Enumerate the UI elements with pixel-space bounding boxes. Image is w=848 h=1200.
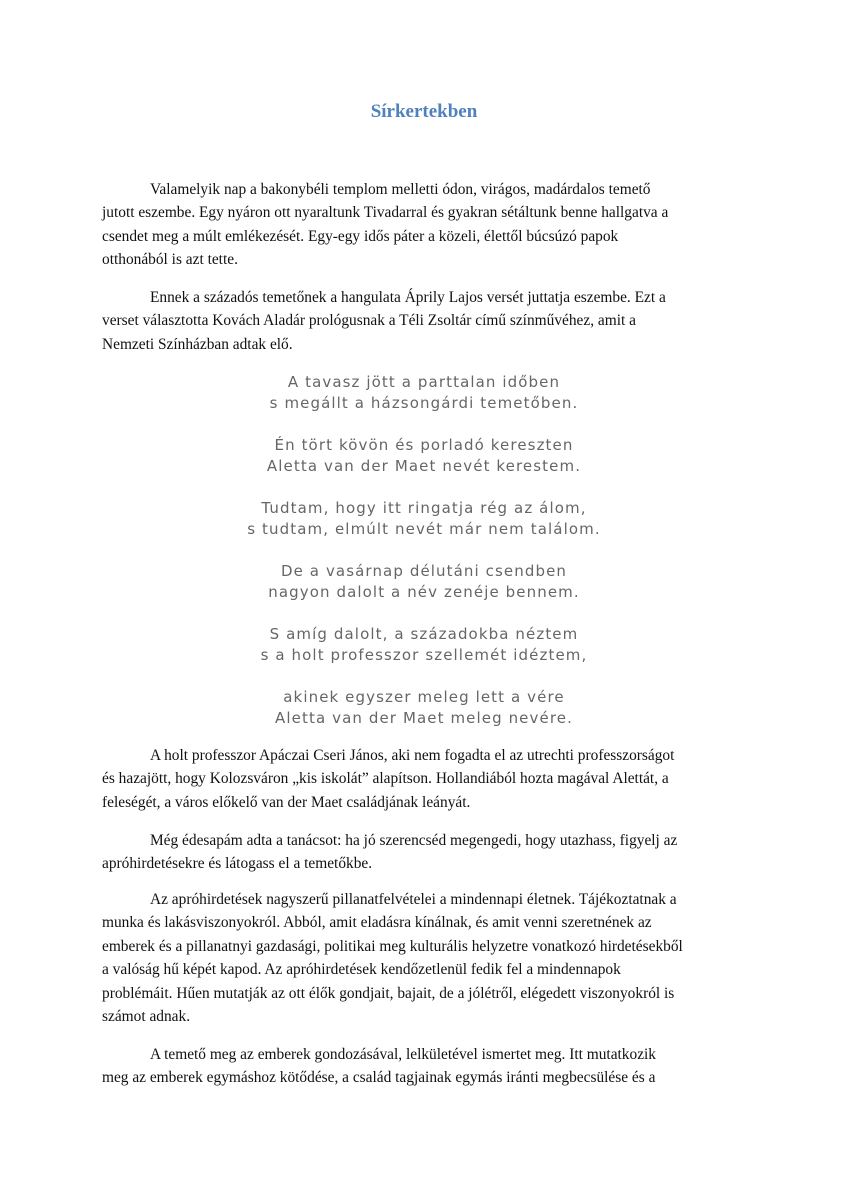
- poem-stanza: [0, 624, 848, 666]
- poem-line: A tavasz jött a parttalan időben: [287, 373, 561, 391]
- paragraph-line: Nemzeti Színházban adtak elő.: [102, 335, 293, 353]
- paragraph-1: [102, 178, 754, 272]
- paragraph-line: a valóság hű képét kapod. Az apróhirdetések kendőzetlenül fedik fel a mindennapok: [102, 961, 621, 979]
- paragraph-3: [102, 744, 754, 814]
- poem-stanza: [0, 561, 848, 603]
- poem-line: nagyon dalolt a név zenéje bennem.: [268, 583, 580, 601]
- paragraph-2: [102, 286, 754, 356]
- paragraph-line: csendet meg a múlt emlékezését. Egy-egy idős páter a közeli, élettől búcsúzó papok: [102, 227, 619, 245]
- poem-line: akinek egyszer meleg lett a vére: [283, 688, 565, 706]
- poem: [0, 372, 848, 750]
- paragraph-line: apróhirdetésekre és látogass el a temetőkbe.: [102, 855, 373, 873]
- paragraph-line: jutott eszembe. Egy nyáron ott nyaraltunk Tivadarral és gyakran sétáltunk benne hallgatva a: [102, 204, 669, 222]
- paragraph-line: feleségét, a város előkelő van der Maet családjának leányát.: [102, 793, 471, 811]
- poem-stanza: [0, 372, 848, 414]
- poem-line: s tudtam, elmúlt nevét már nem találom.: [247, 520, 601, 538]
- poem-stanza: [0, 687, 848, 729]
- paragraph-line: A temető meg az emberek gondozásával, lelkületével ismertet meg. Itt mutatkozik: [150, 1046, 657, 1063]
- paragraph-line: munka és lakásviszonyokról. Abból, amit eladásra kínálnak, és amit venni szeretnének az: [102, 914, 652, 932]
- poem-stanza: [0, 435, 848, 477]
- paragraph-line: otthonából is azt tette.: [102, 251, 238, 269]
- paragraph-4: [102, 829, 754, 876]
- paragraph-line: emberek és a pillanatnyi gazdasági, politikai meg kulturális helyzetre vonatkozó hirdetésekből: [102, 937, 683, 955]
- paragraph-line: problémáit. Hűen mutatják az ott élők gondjait, bajait, de a jólétről, elégedett viszonyokról is: [102, 984, 675, 1002]
- poem-line: Tudtam, hogy itt ringatja rég az álom,: [261, 499, 587, 517]
- poem-line: S amíg dalolt, a századokba néztem: [269, 625, 579, 643]
- poem-line: Aletta van der Maet nevét kerestem.: [266, 457, 582, 475]
- paragraph-line: számot adnak.: [102, 1008, 191, 1026]
- paragraph-line: verset választotta Kovách Aladár prológusnak a Téli Zsoltár című színművéhez, amit a: [102, 312, 636, 330]
- paragraph-line: és hazajött, hogy Kolozsváron „kis iskolát” alapítson. Hollandiából hozta magával Alettát, a: [102, 770, 669, 788]
- poem-line: s megállt a házsongárdi temetőben.: [269, 394, 579, 412]
- poem-line: Aletta van der Maet meleg nevére.: [275, 709, 573, 727]
- paragraph-line: Még édesapám adta a tanácsot: ha jó szerencséd megengedi, hogy utazhass, figyelj az: [150, 832, 678, 849]
- poem-line: s a holt professzor szellemét idéztem,: [260, 646, 588, 664]
- paragraph-line: A holt professzor Apáczai Cseri János, aki nem fogadta el az utrechti professzorságot: [150, 747, 675, 764]
- poem-stanza: [0, 498, 848, 540]
- paragraph-line: meg az emberek egymáshoz kötődése, a család tagjainak egymás iránti megbecsülése és a: [102, 1069, 656, 1087]
- poem-line: Én tört kövön és porladó kereszten: [274, 436, 574, 454]
- poem-line: De a vasárnap délutáni csendben: [280, 562, 568, 580]
- paragraph-line: Ennek a századós temetőnek a hangulata Áprily Lajos versét juttatja eszembe. Ezt a: [150, 289, 666, 306]
- page-title: Sírkertekben: [370, 101, 478, 122]
- paragraph-5: [102, 888, 754, 1028]
- paragraph-6: [102, 1043, 754, 1090]
- paragraph-line: Az apróhirdetések nagyszerű pillanatfelvételei a mindennapi életnek. Tájékoztatnak a: [150, 891, 677, 908]
- paragraph-line: Valamelyik nap a bakonybéli templom melletti ódon, virágos, madárdalos temető: [150, 181, 651, 198]
